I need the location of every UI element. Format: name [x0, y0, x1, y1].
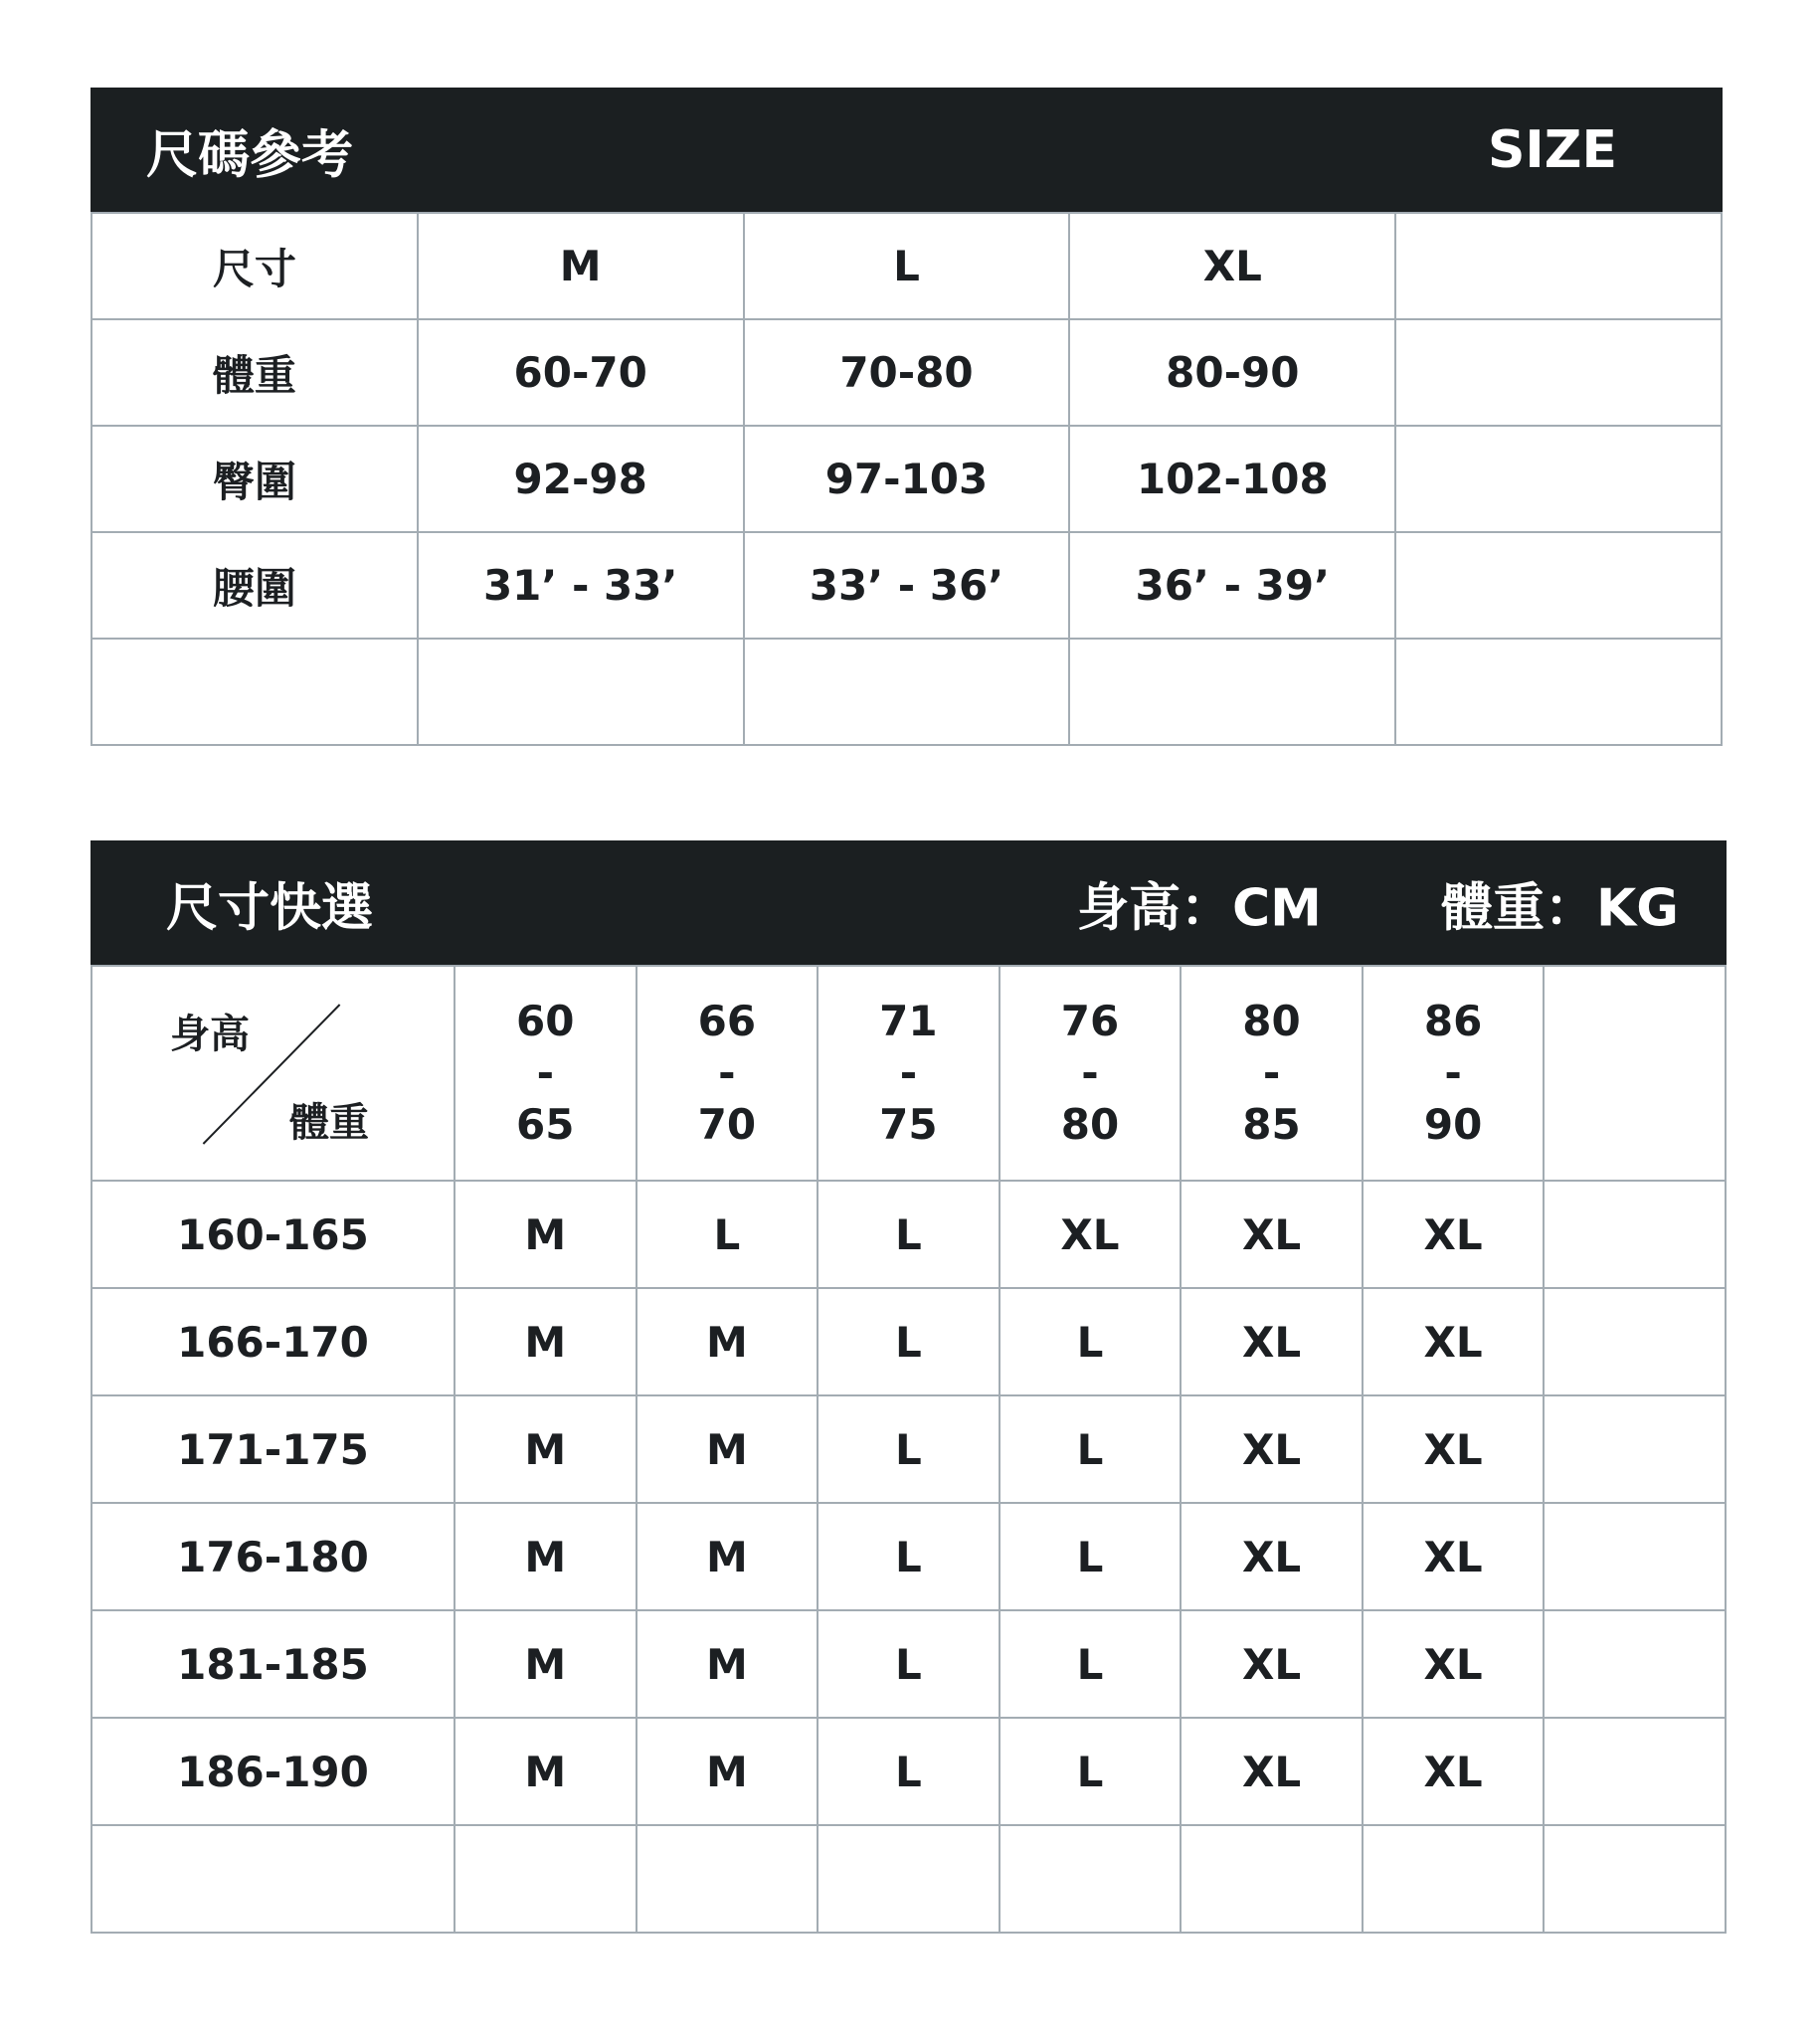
- recommended-size-cell: [1544, 1503, 1726, 1610]
- weight-range-header: [1363, 966, 1545, 1181]
- size-value-cell: [1395, 639, 1722, 745]
- height-unit-label: 身高：CM: [1077, 878, 1322, 938]
- recommended-size-cell: L: [818, 1718, 1000, 1825]
- weight-range-dash: -: [536, 1048, 554, 1097]
- recommended-size-cell: [1363, 1825, 1545, 1933]
- corner-cell: [91, 966, 455, 1181]
- recommended-size-cell: XL: [1181, 1288, 1363, 1395]
- weight-range-header: [637, 966, 819, 1181]
- recommended-size-cell: XL: [1000, 1181, 1182, 1288]
- recommended-size-cell: M: [455, 1288, 637, 1395]
- weight-range-stack: [637, 996, 818, 1151]
- recommended-size-cell: [818, 1825, 1000, 1933]
- size-reference-table: [91, 88, 1723, 746]
- size-value-cell: [1395, 532, 1722, 639]
- size-value-cell: [1395, 426, 1722, 532]
- table-row: [91, 532, 1722, 639]
- weight-range-header: [1181, 966, 1363, 1181]
- height-range-cell: [91, 1825, 455, 1933]
- weight-range-bottom: 70: [697, 1100, 757, 1149]
- size-value-cell: 31’ - 33’: [418, 532, 744, 639]
- table-row: [91, 426, 1722, 532]
- recommended-size-cell: L: [818, 1503, 1000, 1610]
- quick-select-body: [91, 966, 1726, 1933]
- recommended-size-cell: [1544, 1395, 1726, 1503]
- recommended-size-cell: M: [637, 1610, 819, 1718]
- recommended-size-cell: L: [1000, 1288, 1182, 1395]
- row-label-cell: 體重: [91, 319, 418, 426]
- table-row: [91, 1395, 1726, 1503]
- size-value-cell: 33’ - 36’: [744, 532, 1070, 639]
- recommended-size-cell: L: [1000, 1503, 1182, 1610]
- weight-range-top: 76: [1060, 997, 1120, 1045]
- recommended-size-cell: L: [818, 1288, 1000, 1395]
- table-row: [91, 319, 1722, 426]
- recommended-size-cell: M: [455, 1181, 637, 1288]
- weight-range-top: 66: [697, 997, 757, 1045]
- size-value-cell: [1069, 639, 1395, 745]
- height-range-cell: 176-180: [91, 1503, 455, 1610]
- recommended-size-cell: XL: [1181, 1503, 1363, 1610]
- height-range-cell: 166-170: [91, 1288, 455, 1395]
- weight-range-dash: -: [899, 1048, 918, 1097]
- recommended-size-cell: M: [455, 1503, 637, 1610]
- recommended-size-cell: [1544, 1610, 1726, 1718]
- recommended-size-cell: M: [637, 1395, 819, 1503]
- recommended-size-cell: XL: [1363, 1503, 1545, 1610]
- size-value-cell: 92-98: [418, 426, 744, 532]
- recommended-size-cell: [637, 1825, 819, 1933]
- size-value-cell: 70-80: [744, 319, 1070, 426]
- recommended-size-cell: [455, 1825, 637, 1933]
- row-label-cell: 尺寸: [91, 213, 418, 319]
- size-value-cell: M: [418, 213, 744, 319]
- size-value-cell: L: [744, 213, 1070, 319]
- weight-range-dash: -: [718, 1048, 736, 1097]
- table-row: [91, 213, 1722, 319]
- table-row: [91, 1610, 1726, 1718]
- size-reference-title: 尺碼參考: [146, 125, 354, 185]
- recommended-size-cell: XL: [1363, 1181, 1545, 1288]
- recommended-size-cell: XL: [1363, 1288, 1545, 1395]
- recommended-size-cell: L: [818, 1395, 1000, 1503]
- recommended-size-cell: XL: [1181, 1395, 1363, 1503]
- weight-range-dash: -: [1081, 1048, 1099, 1097]
- recommended-size-cell: XL: [1181, 1610, 1363, 1718]
- table-row: [91, 639, 1722, 745]
- quick-select-header: [91, 840, 1727, 965]
- height-range-cell: 171-175: [91, 1395, 455, 1503]
- table-row: [91, 1503, 1726, 1610]
- size-tag: SIZE: [1487, 119, 1617, 180]
- corner-height-label: 身高: [170, 1012, 250, 1057]
- weight-range-bottom: 85: [1242, 1100, 1301, 1149]
- size-value-cell: 60-70: [418, 319, 744, 426]
- recommended-size-cell: M: [637, 1288, 819, 1395]
- row-label-cell: 腰圍: [91, 532, 418, 639]
- weight-range-header: [455, 966, 637, 1181]
- weight-range-stack: [1001, 996, 1181, 1151]
- weight-range-stack: [1364, 996, 1544, 1151]
- weight-range-dash: -: [1262, 1048, 1281, 1097]
- weight-range-header: [818, 966, 1000, 1181]
- recommended-size-cell: L: [818, 1610, 1000, 1718]
- weight-range-bottom: 75: [879, 1100, 938, 1149]
- recommended-size-cell: [1000, 1825, 1182, 1933]
- size-value-cell: [1395, 213, 1722, 319]
- size-reference-body: [91, 213, 1722, 745]
- recommended-size-cell: M: [637, 1503, 819, 1610]
- recommended-size-cell: XL: [1363, 1395, 1545, 1503]
- weight-range-top: 86: [1423, 997, 1483, 1045]
- size-value-cell: 102-108: [1069, 426, 1395, 532]
- row-label-cell: 臀圍: [91, 426, 418, 532]
- recommended-size-cell: M: [455, 1395, 637, 1503]
- table-row: [91, 1181, 1726, 1288]
- quick-select-title: 尺寸快選: [166, 878, 374, 938]
- recommended-size-cell: M: [455, 1718, 637, 1825]
- recommended-size-cell: [1181, 1825, 1363, 1933]
- table-row: [91, 1718, 1726, 1825]
- weight-range-top: 71: [879, 997, 938, 1045]
- weight-unit-label: 體重：KG: [1441, 878, 1679, 938]
- table-row: [91, 1288, 1726, 1395]
- recommended-size-cell: [1544, 1718, 1726, 1825]
- height-range-cell: 186-190: [91, 1718, 455, 1825]
- recommended-size-cell: XL: [1363, 1718, 1545, 1825]
- weight-range-bottom: 80: [1060, 1100, 1120, 1149]
- recommended-size-cell: XL: [1181, 1718, 1363, 1825]
- height-range-cell: 160-165: [91, 1181, 455, 1288]
- corner-weight-label: 體重: [289, 1100, 369, 1146]
- recommended-size-cell: L: [637, 1181, 819, 1288]
- recommended-size-cell: XL: [1363, 1610, 1545, 1718]
- recommended-size-cell: M: [455, 1610, 637, 1718]
- recommended-size-cell: [1544, 1288, 1726, 1395]
- size-value-cell: 80-90: [1069, 319, 1395, 426]
- weight-header-row: [91, 966, 1726, 1181]
- size-value-cell: 97-103: [744, 426, 1070, 532]
- size-value-cell: [744, 639, 1070, 745]
- size-value-cell: [418, 639, 744, 745]
- size-value-cell: XL: [1069, 213, 1395, 319]
- row-label-cell: [91, 639, 418, 745]
- quick-select-table: [91, 840, 1727, 1934]
- empty-header-cell: [1544, 966, 1726, 1181]
- recommended-size-cell: L: [1000, 1395, 1182, 1503]
- diagonal-divider: [92, 967, 454, 1180]
- recommended-size-cell: [1544, 1825, 1726, 1933]
- weight-range-top: 80: [1242, 997, 1301, 1045]
- size-reference-header: [91, 88, 1723, 212]
- weight-range-stack: [819, 996, 999, 1151]
- weight-range-bottom: 65: [516, 1100, 575, 1149]
- weight-range-stack: [455, 996, 636, 1151]
- recommended-size-cell: M: [637, 1718, 819, 1825]
- table-row: [91, 1825, 1726, 1933]
- recommended-size-cell: L: [1000, 1718, 1182, 1825]
- recommended-size-cell: XL: [1181, 1181, 1363, 1288]
- recommended-size-cell: L: [818, 1181, 1000, 1288]
- weight-range-dash: -: [1444, 1048, 1462, 1097]
- height-range-cell: 181-185: [91, 1610, 455, 1718]
- weight-range-header: [1000, 966, 1182, 1181]
- weight-range-bottom: 90: [1423, 1100, 1483, 1149]
- recommended-size-cell: L: [1000, 1610, 1182, 1718]
- weight-range-stack: [1182, 996, 1362, 1151]
- recommended-size-cell: [1544, 1181, 1726, 1288]
- size-value-cell: [1395, 319, 1722, 426]
- weight-range-top: 60: [516, 997, 575, 1045]
- size-value-cell: 36’ - 39’: [1069, 532, 1395, 639]
